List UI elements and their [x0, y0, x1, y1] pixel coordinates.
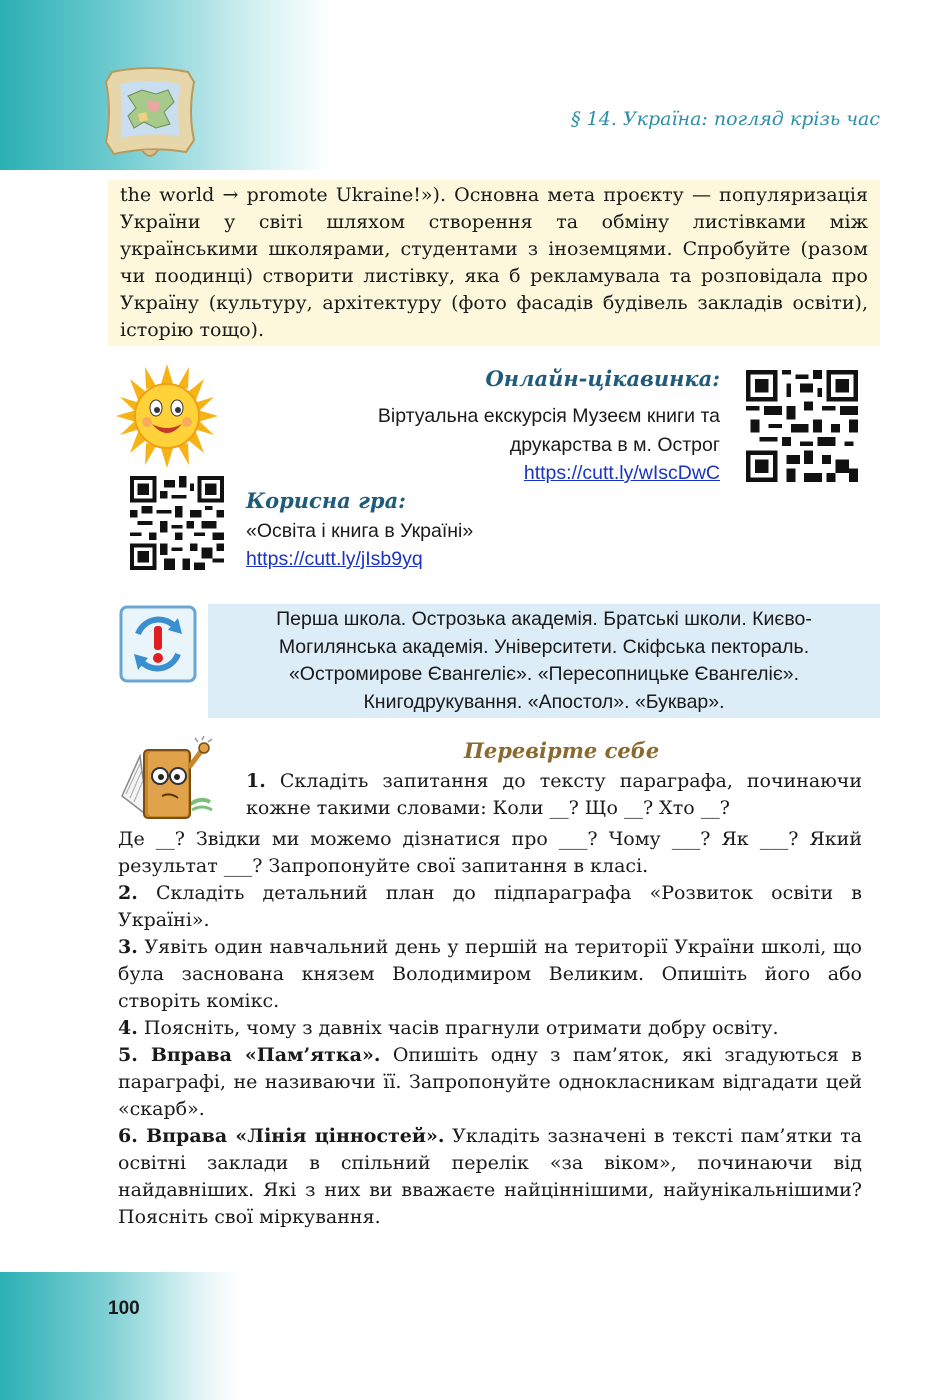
page-number: 100 — [108, 1298, 140, 1319]
online-fact-text — [300, 402, 720, 460]
online-fact-link[interactable]: https://cutt.ly/wIscDwC — [523, 462, 720, 484]
online-fact-line-1: Віртуальна екскурсія Музеєм книги та — [377, 405, 720, 427]
online-fact-title: Онлайн-цікавинка: — [485, 366, 720, 391]
key-terms-line: «Остромирове Євангеліє». «Пересопницьке Євангеліє». — [288, 663, 800, 685]
question-number: 4. — [118, 1017, 138, 1039]
section-header-title: § 14. Україна: погляд крізь час — [571, 108, 880, 130]
question-1-continued: Де __? Звідки ми можемо дізнатися про ___? Чому ___? Як ___? Який результат ___? Запропонуйте свої запитання в класі. — [118, 828, 862, 877]
online-fact-line-2: друкарства в м. Острог — [509, 434, 720, 456]
question-4 — [118, 1015, 862, 1042]
question-text: Уявіть один навчальний день у першій на території України школі, що була заснована князем Володимиром Великим. Опишіть його або створіть комікс. — [118, 936, 862, 1012]
qr-code-icon — [130, 476, 224, 570]
question-text: Укладіть зазначені в тексті пам’ятки та освітні заклади в спільний перелік «за віком», починаючи від найдавніших. Які з них ви вважаєте найціннішими, найунікальнішими? Поясніть свої міркування. — [118, 1125, 862, 1228]
key-terms-line: Книгодрукування. «Апостол». «Буквар». — [363, 690, 725, 713]
qr-code-icon — [746, 370, 858, 482]
question-number: 1. — [246, 770, 266, 792]
question-3 — [118, 934, 862, 1015]
project-task-text: the world → promote Ukraine!»). Основна мета проєкту — популяризація України у світі шляхом створення та обміну листівками між українськими школярами, студентами з іноземцями. Спробуйте (разом чи поодинці) створити листівку, яка б рекламувала та розповідала про Україну (культуру, архітектуру (фото фасадів будівель закладів освіти), історію тощо). — [120, 184, 868, 341]
bottom-corner-decoration — [0, 1272, 240, 1400]
key-terms-line: Перша школа. Острозька академія. Братські школи. Києво- — [276, 608, 812, 630]
sun-icon — [112, 362, 222, 470]
book-character-icon — [118, 736, 218, 824]
map-scroll-icon — [98, 62, 202, 164]
project-task-box — [108, 180, 880, 346]
question-text: Поясніть, чому з давніх часів прагнули отримати добру освіту. — [143, 1017, 779, 1039]
useful-game-text: «Освіта і книга в Україні» — [246, 520, 474, 542]
self-check-title: Перевірте себе — [464, 738, 660, 763]
question-number: 3. — [118, 936, 138, 958]
useful-game-title: Корисна гра: — [246, 488, 406, 513]
question-text: Опишіть одну з пам’яток, які згадуються в параграфі, не називаючи її. Запропонуйте однокласникам відгадати цей «скарб». — [118, 1044, 862, 1120]
question-1-intro — [246, 768, 862, 822]
useful-game-link[interactable]: https://cutt.ly/jIsb9yq — [246, 548, 423, 570]
questions-list — [118, 826, 862, 1231]
key-terms-line: Могилянська академія. Університети. Скіфська пектораль. — [278, 635, 810, 658]
question-text: Складіть запитання до тексту параграфа, починаючи кожне такими словами: Коли __? Що __? Хто __? — [246, 770, 862, 819]
question-heading: 6. Вправа «Лінія цінностей». — [118, 1125, 445, 1147]
question-2 — [118, 880, 862, 934]
key-terms-icon — [118, 604, 198, 684]
question-text: Складіть детальний план до підпараграфа «Розвиток освіти в Україні». — [118, 882, 862, 931]
key-terms-box — [208, 604, 880, 718]
question-6 — [118, 1123, 862, 1231]
question-number: 2. — [118, 882, 138, 904]
question-heading: 5. Вправа «Пам’ятка». — [118, 1044, 381, 1066]
question-5 — [118, 1042, 862, 1123]
